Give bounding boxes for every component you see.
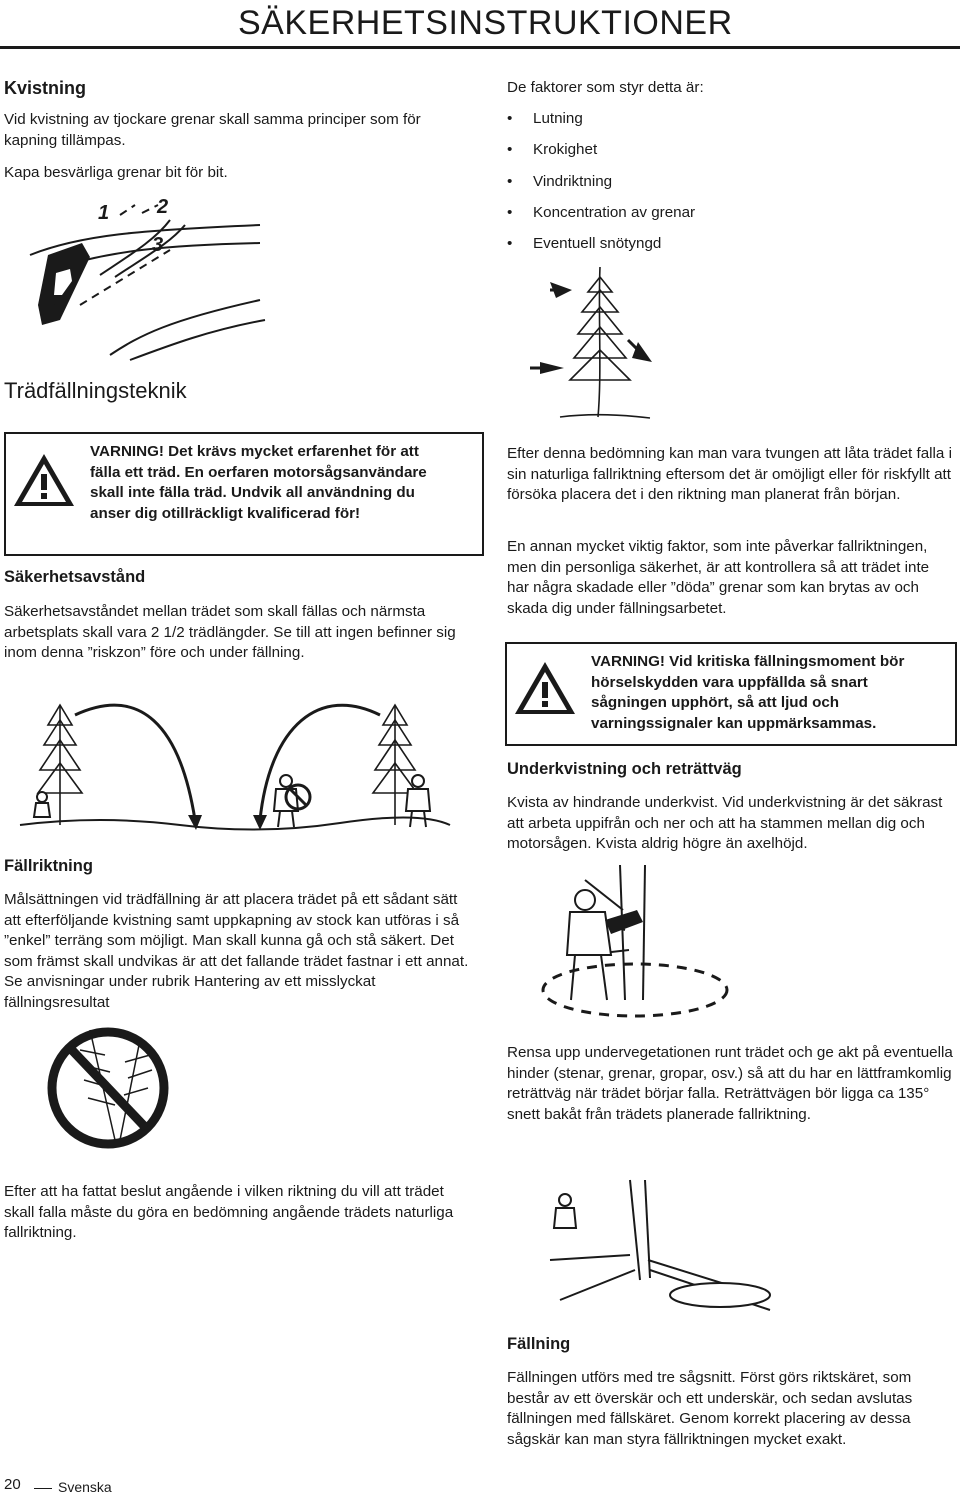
figure-label-3: 3 — [152, 234, 164, 256]
right-paragraph-2: En annan mycket viktig faktor, som inte påverkar fallriktningen, men din personliga säkerhet, är att kontrollera så att trädet inte har några skadade eller ”döda” grenar som kan brytas av och skada dig under fällningsarbetet. — [507, 538, 930, 617]
faktor-item: • Lutning — [507, 110, 583, 127]
header-rule — [0, 46, 960, 49]
underkvistning-paragraph-1: Kvista av hindrande underkvist. Vid underkvistning är det säkrast att arbeta uppifrån och ner och att ha stammen mellan dig och motorsågen. Kvista aldrig högre än axelhöjd. — [507, 794, 943, 852]
fallning-heading: Fällning — [507, 1335, 571, 1353]
fallning-paragraph: Fällningen utförs med tre sågsnitt. Först görs riktskäret, som består av ett överskär och ett underskär, och sedan avslutas fällningen med fällskäret. Genom korrekt placering av dessa sågskär kan man styra fällriktningen mycket exakt. — [507, 1369, 913, 1448]
page-title: SÄKERHETSINSTRUKTIONER — [238, 4, 733, 42]
warning-triangle-icon — [12, 452, 76, 508]
figure-label-1: 1 — [98, 202, 110, 224]
warning-box-2 — [505, 642, 957, 746]
sakerhetsavstand-paragraph: Säkerhetsavståndet mellan trädet som skall fällas och närmsta arbetsplats skall vara 2 1/2 trädlängder. Se till att ingen befinner sig inom denna ”riskzon” före och under fällning. — [4, 603, 456, 661]
kvistning-paragraph-1: Vid kvistning av tjockare grenar skall samma principer som för kapning tillämpas. — [4, 111, 421, 149]
limbing-illustration — [525, 860, 745, 1020]
page-number: 20 — [4, 1476, 21, 1493]
safety-distance-illustration — [20, 685, 450, 845]
no-tree-entanglement-illustration — [20, 1020, 200, 1150]
right-paragraph-1: Efter denna bedömning kan man vara tvungen att låta trädet falla i sin naturliga fallriktning eftersom det är omöjligt eller för riskfyllt att försöka placera det i den riktning man planerat från början. — [507, 445, 952, 503]
fallriktning-heading: Fällriktning — [4, 857, 93, 875]
underkvistning-paragraph-2: Rensa upp undervegetationen runt trädet och ge akt på eventuella hinder (stenar, grenar, gropar, osv.) så att du har en lättframkomlig reträttväg när trädet börjar falla. Reträttvägen bör ligga ca 135° snett bakåt från trädets planerade fallriktning. — [507, 1044, 953, 1123]
faktorer-intro: De faktorer som styr detta är: — [507, 79, 704, 96]
warning-text-1: VARNING! Det krävs mycket erfarenhet för att fälla ett träd. En oerfaren motorsågsanvändare skall inte fälla träd. Undvik all användning du anser dig otillräckligt kvalificerad för! — [90, 443, 427, 522]
worker-figure — [567, 890, 611, 1000]
worker-figure — [554, 1194, 576, 1228]
warning-box-1 — [4, 432, 484, 556]
worker-left — [34, 792, 50, 817]
tradfallning-heading: Trädfällningsteknik — [4, 378, 187, 403]
faktor-item: • Eventuell snötyngd — [507, 235, 662, 252]
tree-factors-illustration — [520, 262, 670, 427]
footer-dash — [34, 1488, 52, 1489]
faktor-item: • Koncentration av grenar — [507, 204, 696, 221]
fallriktning-paragraph-1: Målsättningen vid trädfällning är att placera trädet på ett sådant sätt att efterföljande kvistning samt uppkapning av stock kan utföras i så ”enkel” terräng som möjligt. Man skall kunna gå och stå säkert. Det som främst skall undvikas är att det fallande trädet fastnar i ett annat. Se anvisningar under rubrik Hantering av ett misslyckat fällningsresultat — [4, 891, 469, 1011]
faktor-item: • Krokighet — [507, 141, 598, 158]
sakerhetsavstand-heading: Säkerhetsavstånd — [4, 568, 146, 586]
warning-triangle-icon — [513, 660, 577, 716]
underkvistning-heading: Underkvistning och reträttväg — [507, 760, 742, 778]
figure-label-2: 2 — [157, 196, 169, 218]
kvistning-paragraph-2: Kapa besvärliga grenar bit för bit. — [4, 164, 228, 181]
branch-cutting-illustration — [20, 195, 270, 365]
footer-language: Svenska — [58, 1479, 112, 1495]
faktor-item: • Vindriktning — [507, 173, 613, 190]
retreat-path-illustration — [520, 1160, 780, 1320]
kvistning-heading: Kvistning — [4, 78, 87, 98]
fallriktning-paragraph-2: Efter att ha fattat beslut angående i vilken riktning du vill att trädet skall falla måste du göra en bedömning angående trädets naturliga fallriktning. — [4, 1183, 454, 1241]
warning-text-2: VARNING! Vid kritiska fällningsmoment bör hörselskydden vara uppfällda så snart sågningen upphört, så att ljud och varningssignaler kan uppmärksammas. — [591, 653, 905, 732]
